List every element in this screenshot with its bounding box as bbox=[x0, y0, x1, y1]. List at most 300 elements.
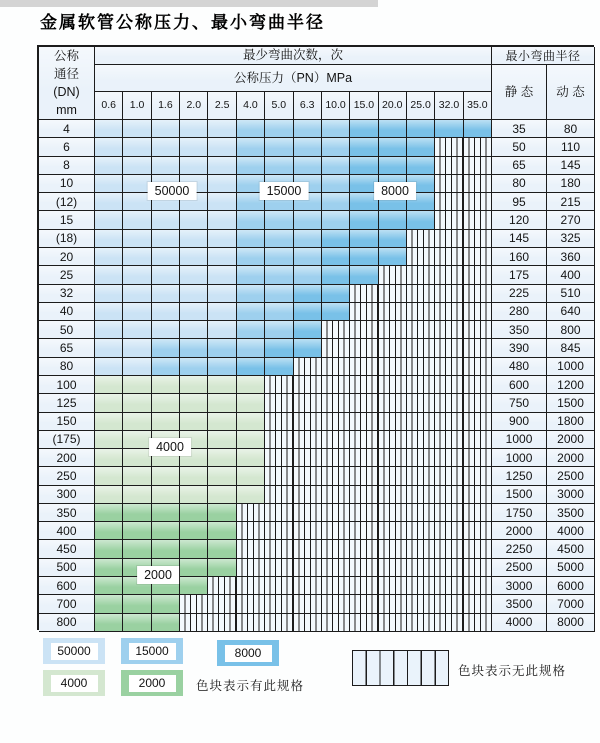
no-spec-cell bbox=[464, 266, 492, 284]
spec-cell-4000 bbox=[95, 431, 123, 449]
no-spec-cell bbox=[350, 486, 378, 504]
no-spec-cell bbox=[407, 522, 435, 540]
spec-cell-50000 bbox=[95, 248, 123, 266]
no-spec-cell bbox=[350, 467, 378, 485]
legend-no-spec-swatch bbox=[352, 650, 449, 686]
spec-cell-50000 bbox=[123, 266, 151, 284]
spec-cell-50000 bbox=[123, 138, 151, 156]
spec-cell-4000 bbox=[180, 376, 208, 394]
pressure-col-1.6: 1.6 bbox=[152, 92, 180, 120]
no-spec-cell bbox=[350, 577, 378, 595]
spec-cell-15000 bbox=[237, 248, 265, 266]
no-spec-cell bbox=[435, 559, 463, 577]
no-spec-cell bbox=[294, 522, 322, 540]
spec-cell-50000 bbox=[208, 321, 236, 339]
spec-cell-4000 bbox=[152, 467, 180, 485]
spec-cell-50000 bbox=[95, 321, 123, 339]
dn-cell: 600 bbox=[39, 577, 95, 595]
no-spec-cell bbox=[265, 540, 293, 558]
spec-cell-2000 bbox=[123, 595, 151, 613]
no-spec-cell bbox=[350, 559, 378, 577]
dynamic-radius-cell: 5000 bbox=[547, 559, 595, 577]
no-spec-cell bbox=[322, 486, 350, 504]
no-spec-cell bbox=[294, 486, 322, 504]
pressure-col-0.6: 0.6 bbox=[95, 92, 123, 120]
spec-cell-50000 bbox=[123, 285, 151, 303]
spec-cell-15000 bbox=[237, 266, 265, 284]
spec-cell-4000 bbox=[237, 431, 265, 449]
no-spec-cell bbox=[407, 266, 435, 284]
legend-no-spec-note: 色块表示无此规格 bbox=[458, 664, 567, 678]
spec-cell-2000 bbox=[95, 614, 123, 632]
no-spec-cell bbox=[237, 522, 265, 540]
spec-cell-4000 bbox=[237, 413, 265, 431]
spec-cell-8000 bbox=[294, 321, 322, 339]
spec-cell-50000 bbox=[208, 175, 236, 193]
dynamic-radius-cell: 1200 bbox=[547, 376, 595, 394]
no-spec-cell bbox=[407, 467, 435, 485]
no-spec-cell bbox=[435, 211, 463, 229]
spec-cell-8000 bbox=[379, 120, 407, 138]
no-spec-cell bbox=[464, 230, 492, 248]
no-spec-cell bbox=[379, 303, 407, 321]
spec-cell-50000 bbox=[95, 266, 123, 284]
no-spec-cell bbox=[379, 504, 407, 522]
dn-cell: 200 bbox=[39, 449, 95, 467]
spec-cell-50000 bbox=[208, 211, 236, 229]
no-spec-cell bbox=[464, 211, 492, 229]
spec-cell-50000 bbox=[123, 157, 151, 175]
spec-cell-15000 bbox=[237, 211, 265, 229]
no-spec-cell bbox=[407, 285, 435, 303]
pressure-col-1.0: 1.0 bbox=[123, 92, 151, 120]
no-spec-cell bbox=[407, 449, 435, 467]
spec-cell-8000 bbox=[379, 211, 407, 229]
spec-cell-50000 bbox=[95, 303, 123, 321]
spec-cell-50000 bbox=[95, 285, 123, 303]
no-spec-cell bbox=[407, 376, 435, 394]
no-spec-cell bbox=[350, 540, 378, 558]
no-spec-cell bbox=[322, 559, 350, 577]
static-radius-cell: 2250 bbox=[492, 540, 547, 558]
no-spec-cell bbox=[379, 486, 407, 504]
no-spec-cell bbox=[435, 339, 463, 357]
spec-cell-4000 bbox=[152, 376, 180, 394]
spec-cell-2000 bbox=[152, 595, 180, 613]
no-spec-cell bbox=[265, 431, 293, 449]
no-spec-cell bbox=[435, 413, 463, 431]
no-spec-cell bbox=[435, 431, 463, 449]
no-spec-cell bbox=[350, 394, 378, 412]
dynamic-radius-cell: 4000 bbox=[547, 522, 595, 540]
spec-cell-4000 bbox=[237, 449, 265, 467]
no-spec-cell bbox=[435, 321, 463, 339]
spec-cell-50000 bbox=[123, 120, 151, 138]
no-spec-cell bbox=[379, 321, 407, 339]
spec-cell-2000 bbox=[95, 504, 123, 522]
spec-cell-50000 bbox=[180, 285, 208, 303]
no-spec-cell bbox=[407, 394, 435, 412]
spec-cell-4000 bbox=[180, 394, 208, 412]
no-spec-cell bbox=[379, 595, 407, 613]
spec-cell-4000 bbox=[237, 394, 265, 412]
dn-cell: (12) bbox=[39, 193, 95, 211]
spec-cell-8000 bbox=[350, 266, 378, 284]
spec-cell-50000 bbox=[180, 248, 208, 266]
no-spec-cell bbox=[379, 431, 407, 449]
dn-cell: 350 bbox=[39, 504, 95, 522]
spec-cell-15000 bbox=[322, 211, 350, 229]
spec-cell-15000 bbox=[237, 157, 265, 175]
no-spec-cell bbox=[379, 413, 407, 431]
spec-cell-2000 bbox=[180, 559, 208, 577]
spec-cell-50000 bbox=[123, 211, 151, 229]
no-spec-cell bbox=[208, 595, 236, 613]
spec-cell-4000 bbox=[95, 376, 123, 394]
no-spec-cell bbox=[265, 486, 293, 504]
static-radius-cell: 1750 bbox=[492, 504, 547, 522]
static-col-header: 静 态 bbox=[492, 65, 547, 120]
no-spec-cell bbox=[407, 595, 435, 613]
spec-cell-15000 bbox=[237, 138, 265, 156]
no-spec-cell bbox=[435, 595, 463, 613]
no-spec-cell bbox=[322, 522, 350, 540]
no-spec-cell bbox=[435, 303, 463, 321]
spec-cell-50000 bbox=[95, 193, 123, 211]
dn-cell: 800 bbox=[39, 614, 95, 632]
no-spec-cell bbox=[265, 614, 293, 632]
spec-cell-4000 bbox=[152, 413, 180, 431]
spec-cell-15000 bbox=[322, 138, 350, 156]
dynamic-radius-cell: 270 bbox=[547, 211, 595, 229]
no-spec-cell bbox=[464, 431, 492, 449]
no-spec-cell bbox=[322, 321, 350, 339]
no-spec-cell bbox=[407, 559, 435, 577]
no-spec-cell bbox=[294, 449, 322, 467]
no-spec-cell bbox=[464, 614, 492, 632]
no-spec-cell bbox=[435, 175, 463, 193]
no-spec-cell bbox=[265, 413, 293, 431]
corner-line: (DN) bbox=[53, 85, 80, 99]
static-radius-cell: 390 bbox=[492, 339, 547, 357]
spec-cell-2000 bbox=[95, 577, 123, 595]
no-spec-cell bbox=[464, 175, 492, 193]
pressure-col-20.0: 20.0 bbox=[379, 92, 407, 120]
spec-cell-2000 bbox=[123, 614, 151, 632]
spec-cell-2000 bbox=[208, 504, 236, 522]
spec-cell-8000 bbox=[294, 339, 322, 357]
dn-cell: 10 bbox=[39, 175, 95, 193]
spec-cell-2000 bbox=[95, 559, 123, 577]
pressure-col-25.0: 25.0 bbox=[407, 92, 435, 120]
spec-cell-15000 bbox=[265, 303, 293, 321]
spec-cell-8000 bbox=[379, 157, 407, 175]
spec-cell-8000 bbox=[294, 285, 322, 303]
zone-label-4000: 4000 bbox=[149, 438, 191, 456]
pressure-header: 公称压力（PN）MPa bbox=[95, 65, 492, 92]
spec-cell-8000 bbox=[350, 248, 378, 266]
legend-has-spec-note: 色块表示有此规格 bbox=[196, 679, 305, 693]
spec-cell-50000 bbox=[152, 211, 180, 229]
spec-cell-15000 bbox=[180, 339, 208, 357]
no-spec-cell bbox=[464, 303, 492, 321]
no-spec-cell bbox=[322, 595, 350, 613]
dynamic-radius-cell: 325 bbox=[547, 230, 595, 248]
pressure-col-6.3: 6.3 bbox=[294, 92, 322, 120]
spec-cell-4000 bbox=[123, 394, 151, 412]
dynamic-radius-cell: 2500 bbox=[547, 467, 595, 485]
static-radius-cell: 175 bbox=[492, 266, 547, 284]
dn-cell: 500 bbox=[39, 559, 95, 577]
dn-cell: 8 bbox=[39, 157, 95, 175]
spec-cell-50000 bbox=[152, 138, 180, 156]
no-spec-cell bbox=[464, 413, 492, 431]
no-spec-cell bbox=[322, 431, 350, 449]
no-spec-cell bbox=[180, 614, 208, 632]
spec-cell-15000 bbox=[265, 285, 293, 303]
static-radius-cell: 1250 bbox=[492, 467, 547, 485]
pressure-col-32.0: 32.0 bbox=[435, 92, 463, 120]
spec-cell-8000 bbox=[464, 120, 492, 138]
no-spec-cell bbox=[435, 522, 463, 540]
no-spec-cell bbox=[350, 285, 378, 303]
no-spec-cell bbox=[237, 614, 265, 632]
no-spec-cell bbox=[265, 522, 293, 540]
spec-cell-8000 bbox=[322, 303, 350, 321]
spec-cell-50000 bbox=[208, 285, 236, 303]
dn-cell: 6 bbox=[39, 138, 95, 156]
spec-cell-8000 bbox=[407, 138, 435, 156]
no-spec-cell bbox=[407, 486, 435, 504]
dynamic-radius-cell: 400 bbox=[547, 266, 595, 284]
spec-cell-4000 bbox=[95, 413, 123, 431]
no-spec-cell bbox=[350, 358, 378, 376]
no-spec-cell bbox=[350, 376, 378, 394]
no-spec-cell bbox=[435, 376, 463, 394]
legend-swatch-8000 bbox=[217, 640, 279, 666]
static-radius-cell: 1000 bbox=[492, 449, 547, 467]
no-spec-cell bbox=[322, 376, 350, 394]
spec-cell-50000 bbox=[208, 303, 236, 321]
spec-cell-15000 bbox=[322, 175, 350, 193]
spec-cell-15000 bbox=[152, 339, 180, 357]
no-spec-cell bbox=[237, 504, 265, 522]
spec-cell-15000 bbox=[265, 157, 293, 175]
no-spec-cell bbox=[407, 358, 435, 376]
dynamic-radius-cell: 845 bbox=[547, 339, 595, 357]
no-spec-cell bbox=[350, 431, 378, 449]
no-spec-cell bbox=[294, 467, 322, 485]
dynamic-radius-cell: 510 bbox=[547, 285, 595, 303]
no-spec-cell bbox=[180, 595, 208, 613]
no-spec-cell bbox=[435, 540, 463, 558]
no-spec-cell bbox=[379, 339, 407, 357]
no-spec-cell bbox=[350, 303, 378, 321]
no-spec-cell bbox=[208, 614, 236, 632]
no-spec-cell bbox=[322, 577, 350, 595]
no-spec-cell bbox=[464, 449, 492, 467]
dynamic-radius-cell: 7000 bbox=[547, 595, 595, 613]
spec-cell-15000 bbox=[294, 230, 322, 248]
static-radius-cell: 280 bbox=[492, 303, 547, 321]
no-spec-cell bbox=[350, 321, 378, 339]
static-radius-cell: 600 bbox=[492, 376, 547, 394]
spec-cell-50000 bbox=[95, 175, 123, 193]
no-spec-cell bbox=[322, 540, 350, 558]
spec-cell-2000 bbox=[180, 504, 208, 522]
pressure-col-5.0: 5.0 bbox=[265, 92, 293, 120]
dynamic-radius-cell: 2000 bbox=[547, 431, 595, 449]
spec-cell-15000 bbox=[265, 266, 293, 284]
pressure-col-4.0: 4.0 bbox=[237, 92, 265, 120]
no-spec-cell bbox=[379, 540, 407, 558]
spec-cell-8000 bbox=[350, 211, 378, 229]
spec-cell-50000 bbox=[95, 138, 123, 156]
spec-cell-4000 bbox=[208, 413, 236, 431]
spec-cell-15000 bbox=[152, 358, 180, 376]
dynamic-radius-cell: 80 bbox=[547, 120, 595, 138]
spec-cell-15000 bbox=[322, 157, 350, 175]
spec-cell-15000 bbox=[322, 193, 350, 211]
no-spec-cell bbox=[407, 230, 435, 248]
dn-cell: 125 bbox=[39, 394, 95, 412]
dn-cell: 32 bbox=[39, 285, 95, 303]
static-radius-cell: 1500 bbox=[492, 486, 547, 504]
no-spec-cell bbox=[350, 504, 378, 522]
spec-cell-2000 bbox=[152, 522, 180, 540]
spec-cell-50000 bbox=[152, 303, 180, 321]
spec-cell-50000 bbox=[123, 358, 151, 376]
no-spec-cell bbox=[322, 467, 350, 485]
static-radius-cell: 1000 bbox=[492, 431, 547, 449]
pressure-col-2.5: 2.5 bbox=[208, 92, 236, 120]
dynamic-radius-cell: 3000 bbox=[547, 486, 595, 504]
no-spec-cell bbox=[294, 376, 322, 394]
no-spec-cell bbox=[464, 559, 492, 577]
pressure-col-15.0: 15.0 bbox=[350, 92, 378, 120]
no-spec-cell bbox=[265, 376, 293, 394]
static-radius-cell: 145 bbox=[492, 230, 547, 248]
static-radius-cell: 900 bbox=[492, 413, 547, 431]
no-spec-cell bbox=[294, 504, 322, 522]
dn-cell: 150 bbox=[39, 413, 95, 431]
no-spec-cell bbox=[322, 413, 350, 431]
spec-cell-8000 bbox=[322, 230, 350, 248]
dynamic-col-header: 动 态 bbox=[547, 65, 595, 120]
zone-label-50000: 50000 bbox=[148, 182, 197, 200]
spec-cell-50000 bbox=[180, 157, 208, 175]
no-spec-cell bbox=[237, 577, 265, 595]
spec-cell-15000 bbox=[237, 285, 265, 303]
spec-cell-2000 bbox=[152, 614, 180, 632]
spec-cell-15000 bbox=[294, 266, 322, 284]
static-radius-cell: 225 bbox=[492, 285, 547, 303]
no-spec-cell bbox=[322, 358, 350, 376]
no-spec-cell bbox=[294, 577, 322, 595]
spec-cell-15000 bbox=[294, 248, 322, 266]
spec-cell-4000 bbox=[95, 394, 123, 412]
spec-cell-15000 bbox=[208, 339, 236, 357]
spec-cell-15000 bbox=[265, 230, 293, 248]
static-radius-cell: 480 bbox=[492, 358, 547, 376]
legend-swatch-4000 bbox=[43, 670, 105, 696]
spec-cell-8000 bbox=[379, 248, 407, 266]
no-spec-cell bbox=[379, 449, 407, 467]
static-radius-cell: 65 bbox=[492, 157, 547, 175]
dn-cell: 250 bbox=[39, 467, 95, 485]
dn-cell: 25 bbox=[39, 266, 95, 284]
no-spec-cell bbox=[464, 157, 492, 175]
spec-cell-50000 bbox=[180, 321, 208, 339]
spec-cell-15000 bbox=[237, 230, 265, 248]
no-spec-cell bbox=[435, 394, 463, 412]
no-spec-cell bbox=[464, 339, 492, 357]
spec-cell-50000 bbox=[180, 303, 208, 321]
no-spec-cell bbox=[435, 358, 463, 376]
no-spec-cell bbox=[464, 248, 492, 266]
no-spec-cell bbox=[265, 504, 293, 522]
spec-cell-2000 bbox=[208, 540, 236, 558]
dn-cell: 450 bbox=[39, 540, 95, 558]
spec-cell-50000 bbox=[208, 138, 236, 156]
dynamic-radius-cell: 640 bbox=[547, 303, 595, 321]
spec-cell-50000 bbox=[152, 285, 180, 303]
spec-cell-50000 bbox=[95, 211, 123, 229]
spec-cell-15000 bbox=[294, 138, 322, 156]
no-spec-cell bbox=[294, 413, 322, 431]
spec-cell-50000 bbox=[208, 120, 236, 138]
no-spec-cell bbox=[379, 358, 407, 376]
spec-cell-15000 bbox=[265, 321, 293, 339]
spec-cell-50000 bbox=[123, 321, 151, 339]
legend-swatch-50000 bbox=[43, 638, 105, 664]
spec-cell-4000 bbox=[208, 376, 236, 394]
no-spec-cell bbox=[435, 486, 463, 504]
spec-cell-15000 bbox=[265, 248, 293, 266]
no-spec-cell bbox=[464, 138, 492, 156]
spec-cell-50000 bbox=[95, 339, 123, 357]
spec-cell-50000 bbox=[180, 138, 208, 156]
spec-cell-50000 bbox=[180, 211, 208, 229]
dn-cell: 100 bbox=[39, 376, 95, 394]
spec-cell-15000 bbox=[294, 157, 322, 175]
no-spec-cell bbox=[322, 614, 350, 632]
no-spec-cell bbox=[464, 358, 492, 376]
spec-cell-50000 bbox=[95, 120, 123, 138]
zone-label-8000: 8000 bbox=[374, 182, 416, 200]
spec-cell-2000 bbox=[123, 540, 151, 558]
no-spec-cell bbox=[294, 358, 322, 376]
static-radius-cell: 50 bbox=[492, 138, 547, 156]
spec-cell-15000 bbox=[294, 120, 322, 138]
spec-cell-4000 bbox=[208, 486, 236, 504]
corner-line: 公称 bbox=[53, 48, 79, 63]
dynamic-radius-cell: 8000 bbox=[547, 614, 595, 632]
no-spec-cell bbox=[435, 504, 463, 522]
no-spec-cell bbox=[407, 504, 435, 522]
dynamic-radius-cell: 6000 bbox=[547, 577, 595, 595]
spec-cell-8000 bbox=[350, 120, 378, 138]
spec-cell-4000 bbox=[123, 376, 151, 394]
spec-cell-8000 bbox=[350, 230, 378, 248]
spec-cell-2000 bbox=[152, 540, 180, 558]
dynamic-radius-cell: 1000 bbox=[547, 358, 595, 376]
no-spec-cell bbox=[265, 449, 293, 467]
no-spec-cell bbox=[379, 559, 407, 577]
legend-swatch-label: 50000 bbox=[51, 643, 98, 660]
no-spec-cell bbox=[407, 413, 435, 431]
bend-cycles-header: 最少弯曲次数，次 bbox=[95, 47, 492, 65]
